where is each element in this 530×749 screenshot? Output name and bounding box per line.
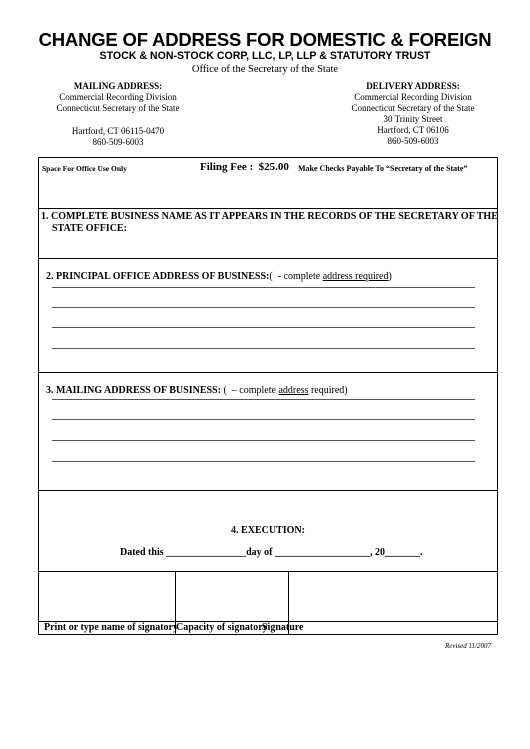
section-3-label: 3. MAILING ADDRESS OF BUSINESS: xyxy=(46,385,221,396)
office-name: Office of the Secretary of the State xyxy=(191,64,339,75)
office-use-label: Space For Office Use Only xyxy=(42,164,127,173)
filing-fee: Filing Fee : $25.00 xyxy=(200,161,289,173)
principal-address-line-1[interactable] xyxy=(52,287,475,288)
principal-address-line-4[interactable] xyxy=(52,348,475,349)
signatory-capacity-field[interactable] xyxy=(176,572,287,620)
delivery-address-heading: DELIVERY ADDRESS: xyxy=(366,81,460,91)
delivery-address-block xyxy=(323,81,503,147)
mailing-address-heading: MAILING ADDRESS: xyxy=(73,81,163,91)
section-3-note: ( – complete xyxy=(220,385,279,396)
payable-to: Make Checks Payable To “Secretary of the State” xyxy=(298,164,468,173)
section-2-note-end: ) xyxy=(388,271,392,282)
signature-label: Signature xyxy=(262,622,304,633)
form-subtitle: STOCK & NON-STOCK CORP, LLC, LP, LLP & STATUTORY TRUST xyxy=(99,50,431,62)
mailing-address-field-line-2[interactable] xyxy=(52,419,475,420)
section-1-label: 1. COMPLETE BUSINESS NAME AS IT APPEARS IN THE RECORDS OF THE SECRETARY OF THE xyxy=(41,211,498,222)
divider xyxy=(38,258,498,259)
mailing-address-field-line-4[interactable] xyxy=(52,461,475,462)
mailing-address-field-line-3[interactable] xyxy=(52,440,475,441)
mailing-address-line: 860-509-6003 xyxy=(92,137,144,147)
form-title: CHANGE OF ADDRESS FOR DOMESTIC & FOREIGN xyxy=(38,29,492,50)
dated-line[interactable]: Dated this ________________day of ___________________, 20_______. xyxy=(120,547,423,558)
mailing-address-line: Connecticut Secretary of the State xyxy=(56,103,180,113)
section-3-heading xyxy=(41,374,348,396)
mailing-address-line: Commercial Recording Division xyxy=(59,92,177,102)
principal-address-line-3[interactable] xyxy=(52,327,475,328)
section-2-label: 2. PRINCIPAL OFFICE ADDRESS OF BUSINESS: xyxy=(46,271,270,282)
signature-field[interactable] xyxy=(289,572,497,620)
delivery-address-line: Commercial Recording Division xyxy=(354,92,472,102)
section-3-note-link: address xyxy=(278,385,309,396)
business-name-field[interactable] xyxy=(130,220,490,236)
section-2-heading xyxy=(41,260,392,282)
signatory-name-label: Print or type name of signatory xyxy=(44,622,178,633)
principal-address-line-2[interactable] xyxy=(52,307,475,308)
delivery-address-line: Connecticut Secretary of the State xyxy=(351,103,475,113)
mailing-address-field-line-1[interactable] xyxy=(52,399,475,400)
divider xyxy=(38,490,498,491)
section-4-label: 4. EXECUTION: xyxy=(231,525,305,536)
section-2-note: ( - complete xyxy=(269,271,323,282)
delivery-address-line: 30 Trinity Street xyxy=(383,114,443,124)
delivery-address-line: Hartford, CT 06106 xyxy=(377,125,449,135)
revised-date: Revised 11/2007 xyxy=(445,642,491,650)
delivery-address-line: 860-509-6003 xyxy=(387,136,439,146)
signatory-name-field[interactable] xyxy=(39,572,174,620)
section-3-note-end: required) xyxy=(308,385,348,396)
divider xyxy=(38,372,498,373)
section-2-note-link: address required xyxy=(322,271,389,282)
signatory-capacity-label: Capacity of signatory xyxy=(176,622,268,633)
section-1-label-cont: STATE OFFICE: xyxy=(52,223,127,234)
divider xyxy=(38,208,498,209)
mailing-address-block xyxy=(28,81,208,148)
mailing-address-line: Hartford, CT 06115-0470 xyxy=(71,126,165,136)
